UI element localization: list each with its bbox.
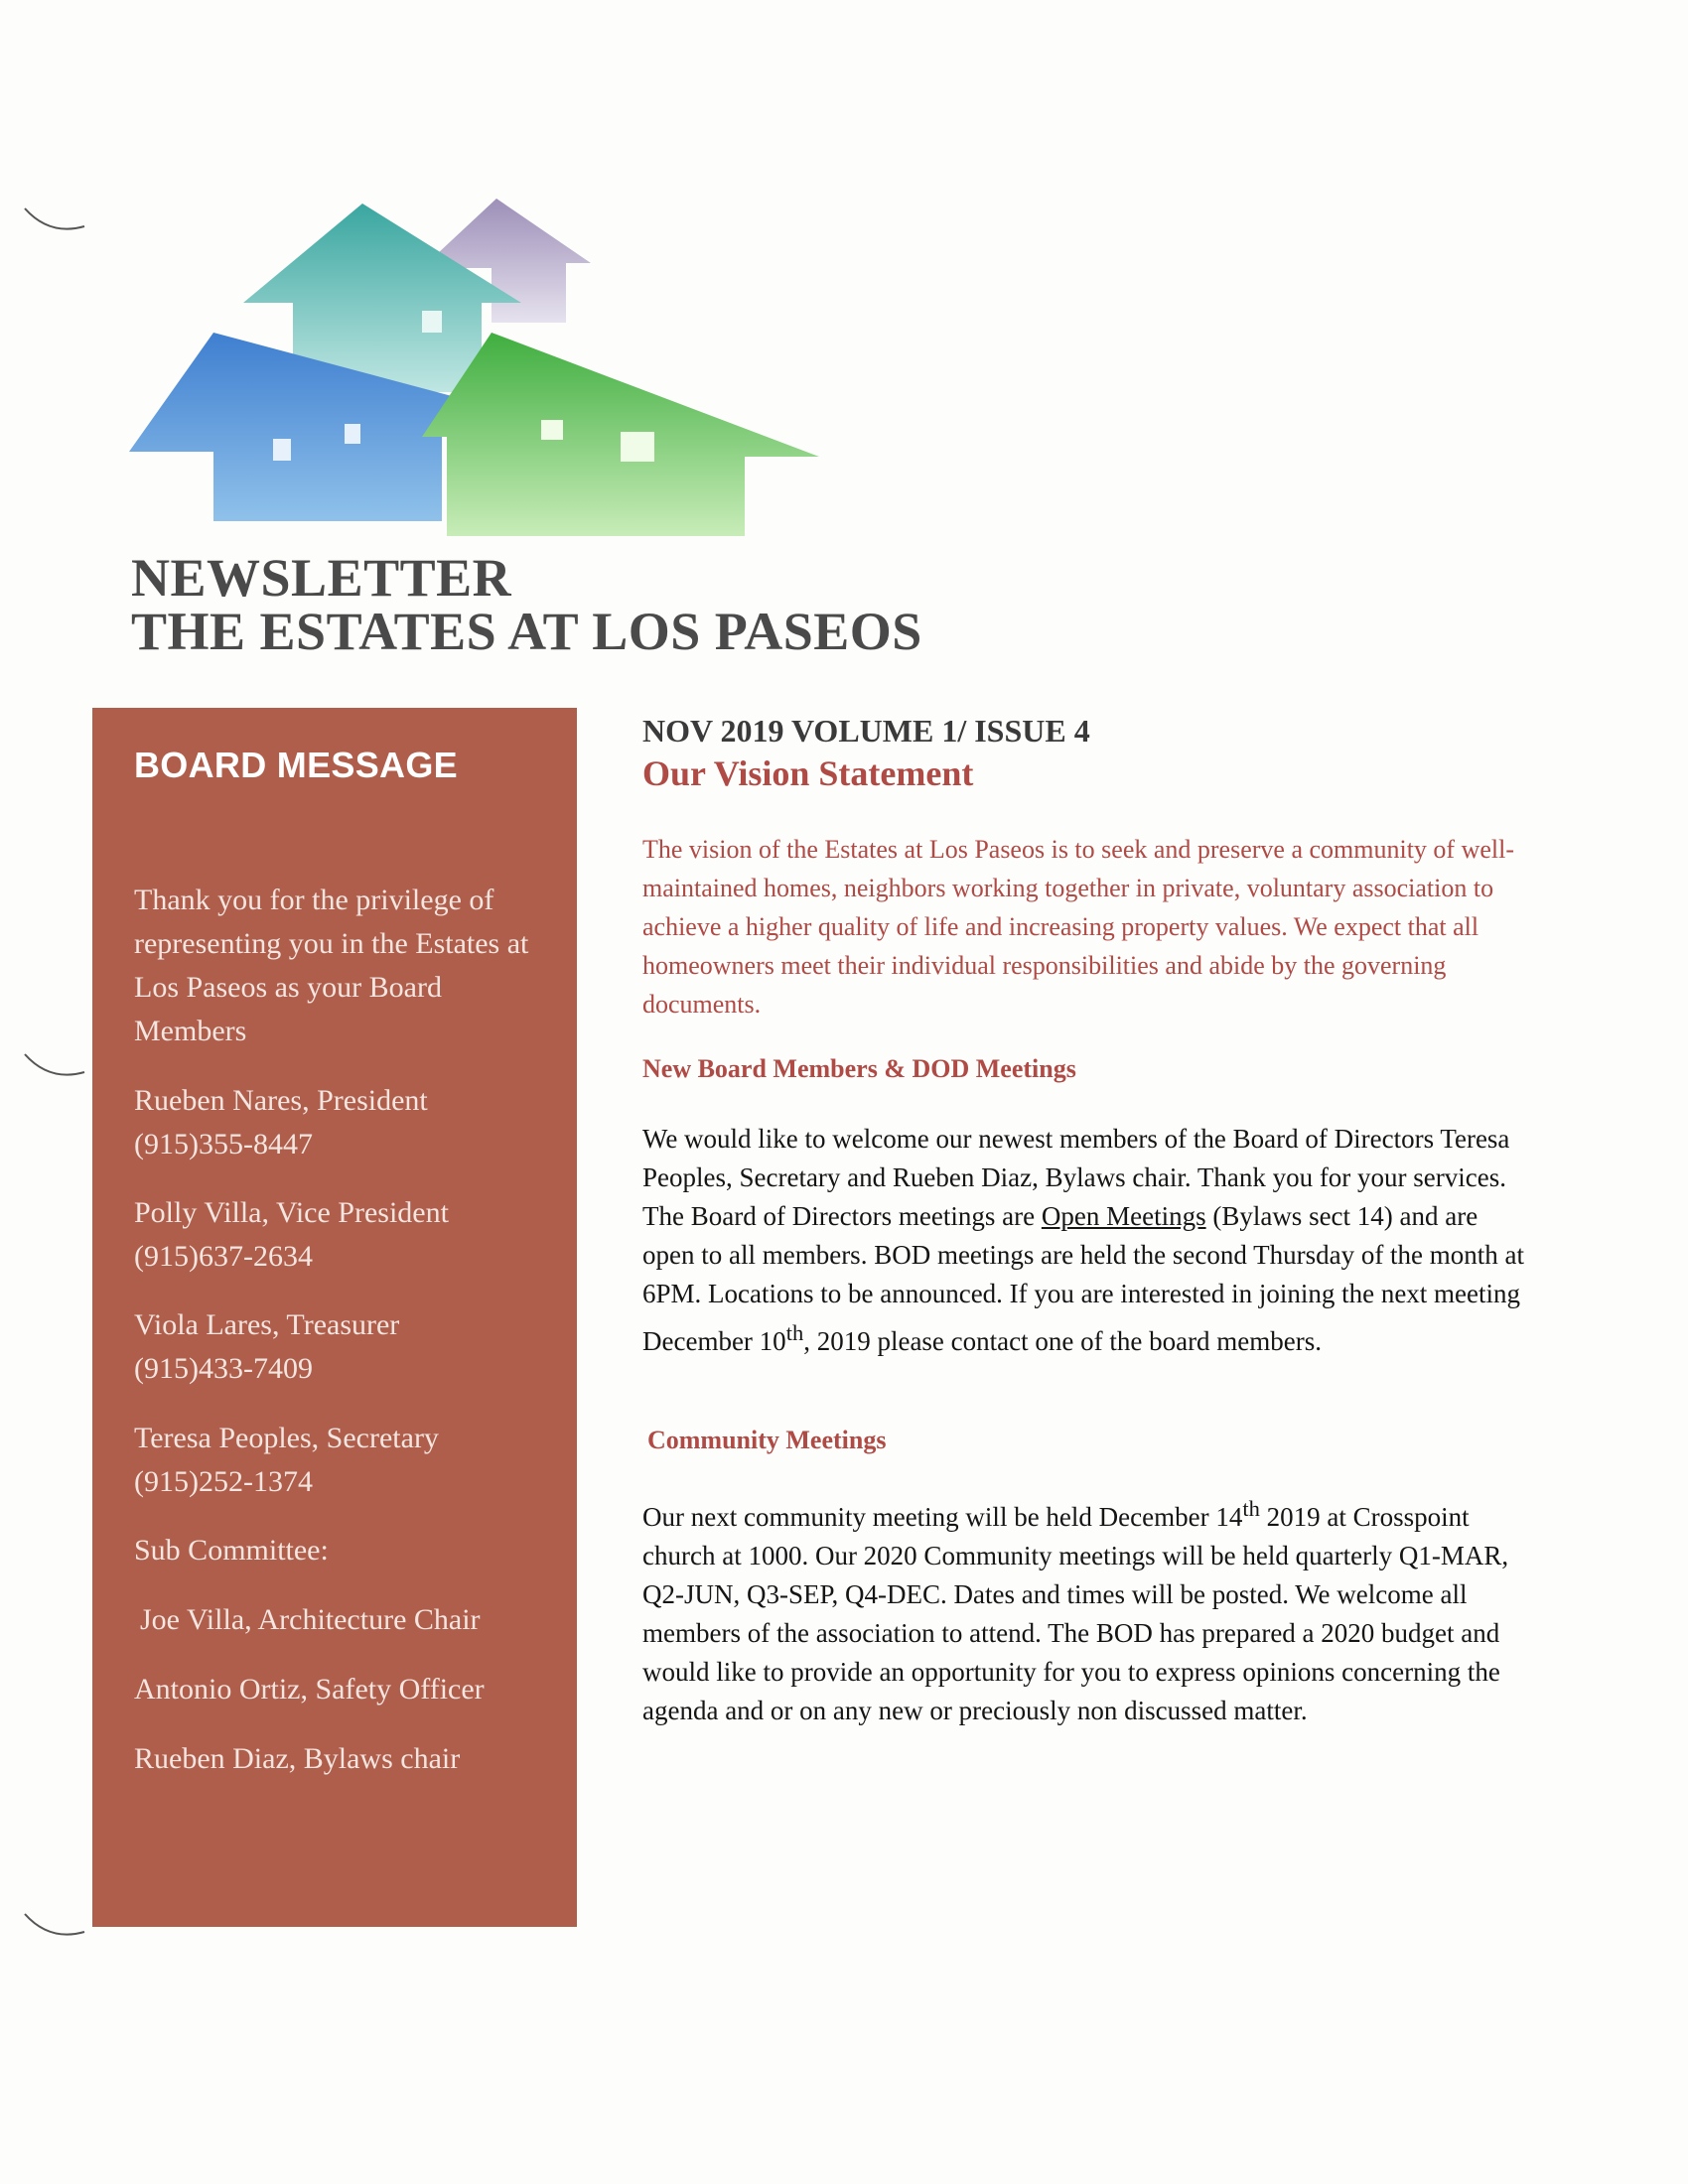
board-member-name: Polly Villa, Vice President: [134, 1196, 449, 1229]
board-meetings-heading: New Board Members & DOD Meetings: [642, 1054, 1076, 1083]
punch-hole-mark: [20, 1044, 89, 1084]
board-text-part: , 2019 please contact one of the board members.: [803, 1326, 1323, 1356]
sub-committee-member: Rueben Diaz, Bylaws chair: [134, 1742, 461, 1775]
board-message-heading: BOARD MESSAGE: [134, 745, 458, 785]
newsletter-title: [131, 548, 922, 661]
community-meetings-heading: Community Meetings: [647, 1426, 887, 1454]
board-message-panel: [92, 708, 577, 1927]
board-member-phone: (915)252-1374: [134, 1465, 313, 1498]
board-member-phone: (915)433-7409: [134, 1352, 313, 1385]
board-text-part: (Bylaws sect 14) and are open to all members. BOD meetings are held the second Thursday of the month at 6PM. Locations to be announced. If you are interested in joining the next meeting December 10: [642, 1201, 1525, 1356]
community-meetings-text: [642, 1489, 1536, 1730]
open-meetings-link: Open Meetings: [1041, 1201, 1206, 1231]
title-line-2: THE ESTATES AT LOS PASEOS: [131, 602, 922, 661]
ordinal-suffix: th: [1242, 1496, 1260, 1521]
vision-statement: The vision of the Estates at Los Paseos is to seek and preserve a community of well-maintained homes, neighbors working together in private, voluntary association to achieve a higher quality of life and increasing property values. We expect that all homeowners meet their individual responsibilities and abide by the governing documents.: [642, 835, 1515, 1019]
board-meetings-text: [642, 1120, 1536, 1361]
ordinal-suffix: th: [785, 1320, 804, 1345]
houses-logo: [124, 194, 839, 541]
board-member-name: Teresa Peoples, Secretary: [134, 1422, 439, 1454]
vision-title: Our Vision Statement: [642, 753, 974, 793]
community-text-part: Our next community meeting will be held December 14: [642, 1502, 1243, 1532]
board-message-intro: Thank you for the privilege of representing you in the Estates at Los Paseos as your Board Members: [134, 884, 529, 1047]
punch-hole-mark: [20, 199, 89, 238]
sub-committee-member: Joe Villa, Architecture Chair: [140, 1603, 481, 1636]
issue-line: NOV 2019 VOLUME 1/ ISSUE 4: [642, 713, 1090, 749]
sub-committee-label: Sub Committee:: [134, 1534, 329, 1567]
title-line-1: NEWSLETTER: [131, 548, 512, 608]
sub-committee-member: Antonio Ortiz, Safety Officer: [134, 1673, 485, 1706]
community-text-part: 2019 at Crosspoint church at 1000. Our 2020 Community meetings will be held quarterly Q1-MAR, Q2-JUN, Q3-SEP, Q4-DEC. Dates and times will be posted. We welcome all members of the association to attend. The BOD has prepared a 2020 budget and would like to provide an opportunity for you to express opinions concerning the agenda and or on any new or preciously non discussed matter.: [642, 1502, 1509, 1725]
board-member-phone: (915)637-2634: [134, 1240, 313, 1273]
punch-hole-mark: [20, 1904, 89, 1944]
board-member-name: Rueben Nares, President: [134, 1084, 428, 1117]
board-member-name: Viola Lares, Treasurer: [134, 1308, 400, 1341]
board-member-phone: (915)355-8447: [134, 1128, 313, 1160]
board-text-part: We would like to welcome our newest members of the Board of Directors Teresa Peoples, Secretary and Rueben Diaz, Bylaws chair. Thank you for your services. The Board of Directors meetings are: [642, 1124, 1510, 1231]
